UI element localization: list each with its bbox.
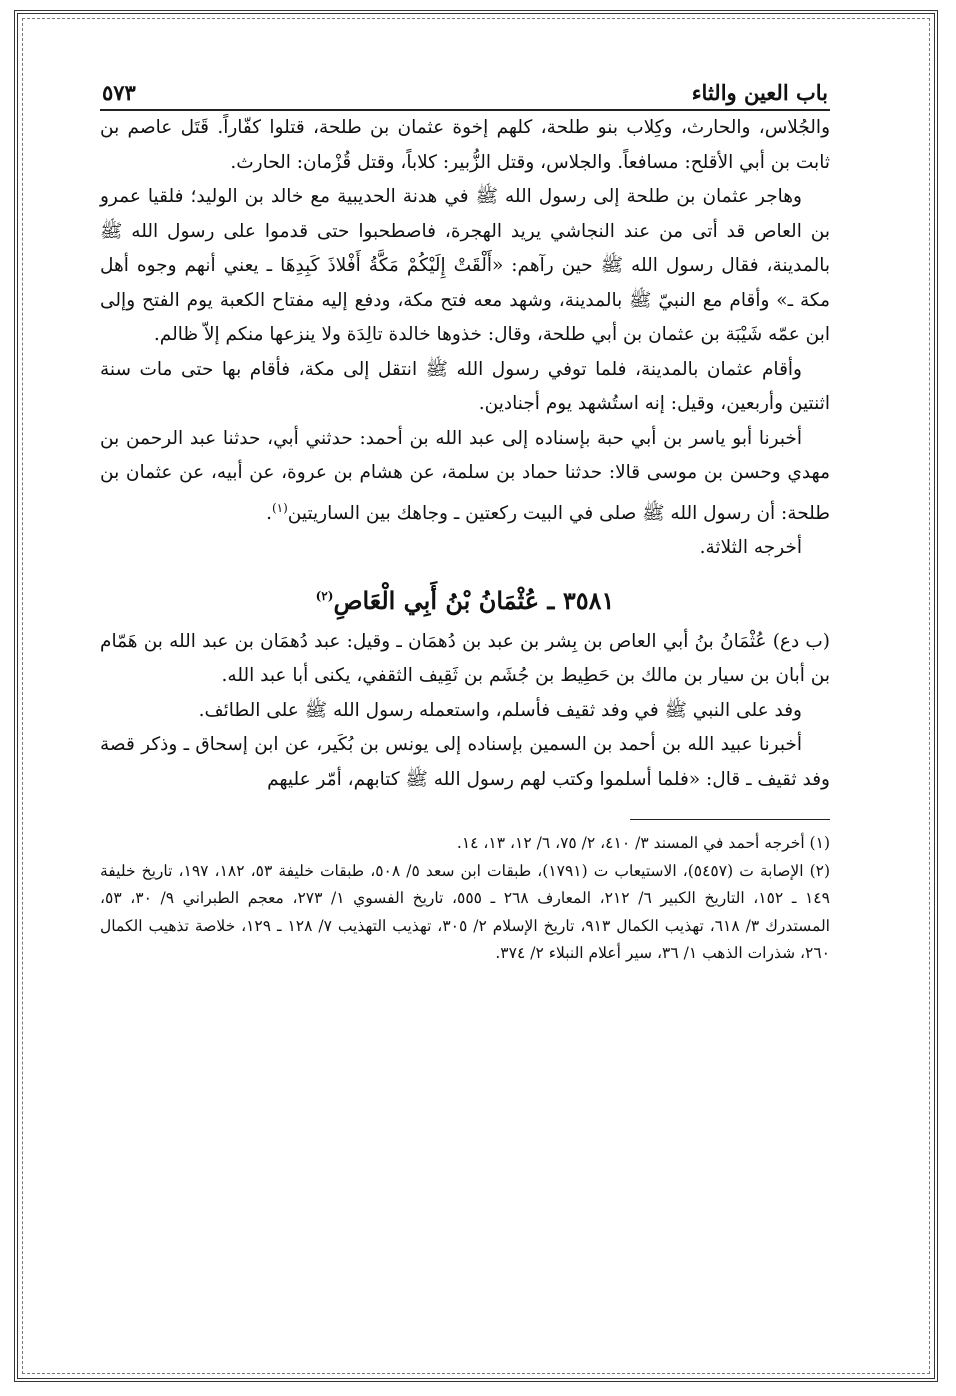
footnote-divider (630, 819, 830, 820)
paragraph: أخبرنا عبيد الله بن أحمد بن السمين بإسناده إلى يونس بن بُكَير، عن ابن إسحاق ـ وذكر قصة وفد ثقيف ـ قال: «فلما أسلموا وكتب لهم رسول الله ﷺ كتابهم، أمّر عليهم (100, 734, 830, 790)
entry-heading (100, 576, 830, 621)
paragraph: (ب دع) عُثْمَانُ بنُ أبي العاص بن بِشر بن عبد بن دُهمَان ـ وقيل: عبد دُهمَان بن عبد الله بن هَمّام بن أبان بن سيار بن مالك بن حَطِيط بن جُشَم بن ثَقِيف الثقفي، يكنى أبا عبد الله. (100, 630, 830, 687)
paragraph: وهاجر عثمان بن طلحة إلى رسول الله ﷺ في هدنة الحديبية مع خالد بن الوليد؛ فلقيا عمرو بن العاص قد أتى من عند النجاشي يريد الهجرة، فاصطحبوا حتى قدموا على رسول الله ﷺ بالمدينة، فقال رسول الله ﷺ حين رآهم: «أَلْقَتْ إِلَيْكُمْ مَكَّةُ أَفْلاذَ كَبِدِهَا ـ يعني أنهم وجوه أهل مكة ـ» وأقام مع النبيّ ﷺ بالمدينة، وشهد معه فتح مكة، ودفع إليه مفتاح الكعبة يوم الفتح وإلى ابن عمّه شَيْبَة بن عثمان بن أبي طلحة، وقال: خذوها خالدة تالِدَة ولا ينزعها منكم إلاّ ظالم. (100, 186, 830, 345)
book-page (100, 65, 830, 1355)
footnote-ref: (٢) (315, 588, 334, 603)
punctuation: . (266, 502, 272, 524)
main-text (100, 111, 830, 797)
page-number: ٥٧٣ (102, 80, 136, 105)
hadith-text: أخبرنا أبو ياسر بن أبي حبة بإسناده إلى عبد الله بن أحمد: حدثني أبي، حدثنا عبد الرحمن بن مهدي وحسن بن موسى قالا: حدثنا حماد بن سلمة، عن هشام بن عروة، عن أبيه، عن عثمان بن طلحة: أن رسول الله ﷺ صلى في البيت ركعتين ـ وجاهك بين الساريتين (100, 427, 830, 524)
paragraph: وفد على النبي ﷺ في وفد ثقيف فأسلم، واستعمله رسول الله ﷺ على الطائف. (198, 699, 802, 721)
running-header (100, 65, 830, 111)
entry-heading-text: ٣٥٨١ ـ عُثْمَانُ بْنُ أَبِي الْعَاصِ (333, 585, 615, 615)
paragraph: والجُلاس، والحارث، وكِلاب بنو طلحة، كلهم إخوة عثمان بن طلحة، قتلوا كفّاراً. قَتَل عاصم بن ثابت بن أبي الأقلح: مسافعاً. والجلاس، وقتل الزُّبير: كلاباً، وقتل قُزْمان: الحارث. (100, 117, 830, 173)
paragraph: وأقام عثمان بالمدينة، فلما توفي رسول الله ﷺ انتقل إلى مكة، فأقام بها حتى مات سنة اثنتين وأربعين، وقيل: إنه استُشهد يوم أجنادين. (100, 358, 830, 414)
paragraph-hadith (100, 422, 830, 532)
footnotes (100, 830, 830, 968)
chapter-title: باب العين والثاء (691, 80, 828, 105)
footnote: (١) أخرجه أحمد في المسند ٣/ ٤١٠، ٢/ ٧٥، ٦/ ١٢، ١٣، ١٤. (456, 834, 830, 853)
footnote: (٢) الإصابة ت (٥٤٥٧)، الاستيعاب ت (١٧٩١)، طبقات ابن سعد ٥/ ٥٠٨، طبقات خليفة ٥٣، ١٨٢، ١٩٧، تاريخ خليفة ١٤٩ ـ ١٥٢، التاريخ الكبير ٦/ ٢١٢، المعارف ٢٦٨ ـ ٥٥٥، تاريخ الفسوي ١/ ٢٧٣، معجم الطبراني ٩/ ٣٠، ٥٣، المستدرك ٣/ ٦١٨، تهذيب الكمال ٩١٣، تاريخ الإسلام ٢/ ٣٠٥، تهذيب التهذيب ٧/ ١٢٨ ـ ١٢٩، خلاصة تذهيب الكمال ٢٦٠، شذرات الذهب ١/ ٣٦، سير أعلام النبلاء ٢/ ٣٧٤. (100, 861, 831, 963)
paragraph: أخرجه الثلاثة. (699, 537, 802, 559)
footnote-ref: (١) (271, 500, 288, 515)
